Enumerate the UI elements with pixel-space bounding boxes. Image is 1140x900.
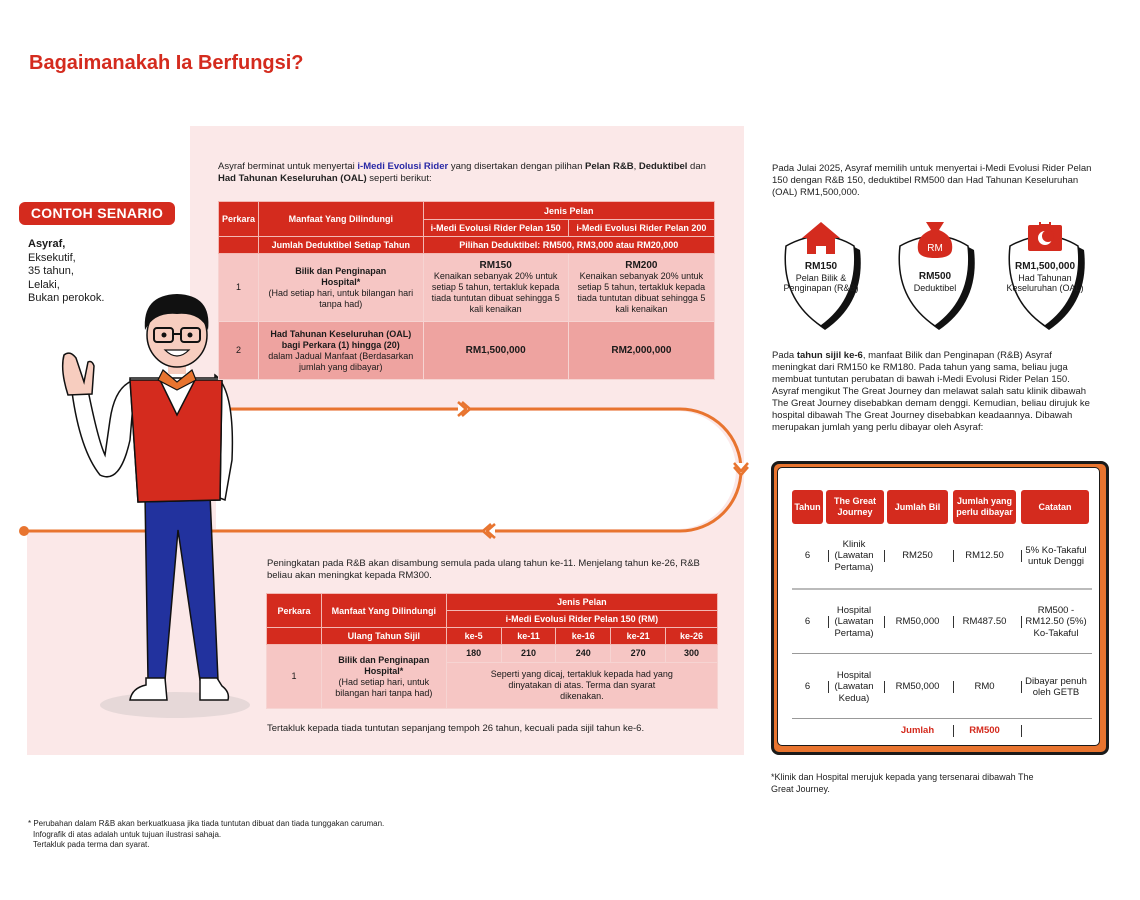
selection-paragraph: Pada Julai 2025, Asyraf memilih untuk menyertai i-Medi Evolusi Rider Pelan 150 dengan R&B 150, deduktibel RM500 dan Had Tahunan Keseluruhan (OAL) RM1,500,000. bbox=[772, 163, 1092, 198]
gj-journey: Hospital (Lawatan Pertama) bbox=[834, 604, 874, 639]
chevron-right-icon bbox=[458, 402, 470, 416]
year-value: 240 bbox=[556, 645, 611, 663]
medical-case-icon bbox=[1028, 222, 1062, 251]
shield-label: Had Tahunan Keseluruhan (OAL) bbox=[1006, 272, 1084, 293]
footnote-line: Tertakluk pada terma dan syarat. bbox=[33, 840, 150, 849]
header-plan-150-rm: i-Medi Evolusi Rider Pelan 150 (RM) bbox=[446, 611, 717, 628]
footnotes bbox=[28, 819, 384, 851]
header-jenis-pelan: Jenis Pelan bbox=[423, 202, 714, 220]
great-journey-card bbox=[771, 461, 1109, 755]
shield-label: Deduktibel bbox=[913, 282, 957, 293]
year-header: ke-26 bbox=[666, 628, 718, 645]
total-label: Jumlah bbox=[900, 725, 935, 737]
scenario-badge: CONTOH SENARIO bbox=[19, 202, 175, 225]
plan150-cell bbox=[423, 322, 568, 380]
money-bag-icon bbox=[918, 222, 952, 258]
table-row bbox=[792, 592, 1092, 652]
year-value: 300 bbox=[666, 645, 718, 663]
gj-payable: RM0 bbox=[974, 681, 995, 693]
plan150-value: RM150 bbox=[479, 260, 512, 271]
gj-payable: RM487.50 bbox=[962, 616, 1007, 628]
intro-text: seperti berikut: bbox=[366, 173, 432, 184]
gj-note: 5% Ko-Takaful untuk Denggi bbox=[1025, 544, 1087, 567]
gj-bill: RM50,000 bbox=[895, 616, 940, 628]
total-value: RM500 bbox=[969, 725, 1000, 737]
year-value: 180 bbox=[446, 645, 501, 663]
year6-text: , manfaat Bilik dan Penginapan (R&B) Asyraf meningkat dari RM150 ke RM180. Pada tahun yang sama, beliau juga membuat tuntutan perubatan di bawah i-Medi Evolusi Rider Pelan 150. Asyraf mengikut The Great Journey dan melawat salah satu klinik dibawah The Great Journey disebabkan demam denggi. Kemudian, beliau dirujuk ke hospital dibawah The Great Journey disebabkan keadaannya. Dibawah merupakan jumlah yang perlu dibayar oleh Asyraf: bbox=[772, 350, 1090, 433]
benefit-title: Bilik dan Penginapan Hospital* bbox=[338, 654, 430, 676]
row-number: 2 bbox=[219, 322, 259, 380]
year-header: ke-11 bbox=[501, 628, 556, 645]
plan150-note: Kenaikan sebanyak 20% untuk setiap 5 tahun, tertakluk kepada tiada tuntutan dibuat sehingga 5 kali kenaikan bbox=[431, 271, 560, 314]
product-name: i-Medi Evolusi Rider bbox=[357, 161, 449, 172]
plan150-value: RM1,500,000 bbox=[465, 345, 526, 356]
intro-text: Asyraf berminat untuk menyertai bbox=[218, 161, 358, 172]
benefit-note: (Had setiap hari, untuk bilangan hari tanpa had) bbox=[335, 676, 433, 698]
year6-bold: tahun sijil ke-6 bbox=[796, 350, 863, 361]
plan200-value: RM200 bbox=[625, 260, 658, 271]
plan-table bbox=[218, 201, 715, 380]
money-bag-label: RM bbox=[927, 243, 943, 254]
plan200-value: RM2,000,000 bbox=[611, 345, 672, 356]
profile-line: Eksekutif, bbox=[28, 251, 76, 264]
plan150-cell bbox=[423, 254, 568, 322]
header-plan-200: i-Medi Evolusi Rider Pelan 200 bbox=[568, 220, 714, 237]
year-value: 210 bbox=[501, 645, 556, 663]
gj-year: 6 bbox=[804, 550, 811, 562]
plan200-note: Kenaikan sebanyak 20% untuk setiap 5 tahun, tertakluk kepada tiada tuntutan dibuat sehingga 5 kali kenaikan bbox=[577, 271, 706, 314]
gj-journey: Klinik (Lawatan Pertama) bbox=[834, 538, 874, 573]
benefit-title: Bilik dan Penginapan Hospital* bbox=[295, 265, 387, 287]
header-manfaat: Manfaat Yang Dilindungi bbox=[259, 202, 424, 237]
table-row bbox=[792, 657, 1092, 717]
benefit-title: Had Tahunan Keseluruhan (OAL) bagi Perkara (1) hingga (20) bbox=[270, 328, 412, 350]
year-header: ke-21 bbox=[611, 628, 666, 645]
shield-label: Pelan Bilik & Penginapan (R&B) bbox=[783, 272, 859, 293]
table-row bbox=[267, 645, 718, 663]
year6-text: Pada bbox=[772, 350, 797, 361]
header-perkara: Perkara bbox=[267, 594, 322, 628]
chevron-left-icon bbox=[483, 524, 495, 538]
profile-line: Lelaki, bbox=[28, 278, 60, 291]
profile-line: Bukan perokok. bbox=[28, 292, 105, 304]
intro-bold: Had Tahunan Keseluruhan (OAL) bbox=[218, 173, 367, 184]
year-header: ke-5 bbox=[446, 628, 501, 645]
gj-header-bil: Jumlah Bil bbox=[887, 490, 948, 524]
gj-note: Dibayar penuh oleh GETB bbox=[1025, 675, 1087, 698]
header-manfaat: Manfaat Yang Dilindungi bbox=[321, 594, 446, 628]
deductible-label: Jumlah Deduktibel Setiap Tahun bbox=[259, 237, 424, 254]
plan200-cell bbox=[568, 322, 714, 380]
chevron-down-icon bbox=[734, 463, 748, 475]
gj-header-tahun: Tahun bbox=[792, 490, 823, 524]
gj-year: 6 bbox=[804, 616, 811, 628]
table-row bbox=[792, 526, 1092, 586]
profile-line: 35 tahun, bbox=[28, 265, 74, 277]
table-row bbox=[219, 254, 715, 322]
table-row bbox=[219, 322, 715, 380]
intro-bold: Pelan R&B bbox=[585, 161, 634, 172]
anniversary-label: Ulang Tahun Sijil bbox=[321, 628, 446, 645]
gj-header-catatan: Catatan bbox=[1021, 490, 1089, 524]
renewal-table bbox=[266, 593, 718, 709]
footnote-line: * Perubahan dalam R&B akan berkuatkuasa jika tiada tuntutan dibuat dan tiada tunggakan caruman. bbox=[28, 819, 385, 828]
gj-header-journey: The Great Journey bbox=[826, 490, 884, 524]
no-claim-note: Tertakluk kepada tiada tuntutan sepanjang tempoh 26 tahun, kecuali pada sijil tahun ke-6. bbox=[267, 723, 645, 734]
gj-header-dibayar: Jumlah yang perlu dibayar bbox=[953, 490, 1016, 524]
plan200-cell bbox=[568, 254, 714, 322]
shield-rb-text bbox=[782, 262, 860, 294]
gj-note: RM500 - RM12.50 (5%) Ko-Takaful bbox=[1025, 604, 1087, 639]
page-title: Bagaimanakah Ia Berfungsi? bbox=[29, 52, 304, 74]
shield-value: RM1,500,000 bbox=[1014, 261, 1076, 272]
deductible-options: Pilihan Deduktibel: RM500, RM3,000 atau RM20,000 bbox=[423, 237, 714, 254]
intro-text: yang disertakan dengan pilihan bbox=[448, 161, 585, 172]
gj-bill: RM50,000 bbox=[895, 681, 940, 693]
header-plan-150: i-Medi Evolusi Rider Pelan 150 bbox=[423, 220, 568, 237]
shield-oal-text bbox=[1006, 262, 1084, 294]
renewal-note: Seperti yang dicaj, tertakluk kepada had yang dinyatakan di atas. Terma dan syarat dikenakan. bbox=[446, 663, 717, 709]
benefit-note: (Had setiap hari, untuk bilangan hari tanpa had) bbox=[268, 287, 414, 309]
total-row bbox=[792, 720, 1092, 742]
shield-deductible-text bbox=[896, 272, 974, 293]
year6-paragraph bbox=[772, 350, 1092, 434]
gj-journey: Hospital (Lawatan Kedua) bbox=[834, 669, 874, 704]
customer-name: Asyraf, bbox=[28, 238, 66, 250]
gj-payable: RM12.50 bbox=[965, 550, 1004, 562]
intro-bold: Deduktibel bbox=[638, 161, 688, 172]
benefit-note: dalam Jadual Manfaat (Berdasarkan jumlah yang dibayar) bbox=[268, 350, 414, 372]
gj-bill: RM250 bbox=[902, 550, 933, 562]
shield-value: RM500 bbox=[918, 271, 952, 282]
row-number: 1 bbox=[219, 254, 259, 322]
header-perkara: Perkara bbox=[219, 202, 259, 237]
benefit-cell bbox=[259, 322, 424, 380]
shield-value: RM150 bbox=[804, 261, 838, 272]
intro-text: , bbox=[633, 161, 639, 172]
intro-text: dan bbox=[687, 161, 706, 172]
benefit-cell bbox=[321, 645, 446, 709]
renewal-paragraph: Peningkatan pada R&B akan disambung semula pada ulang tahun ke-11. Menjelang tahun ke-26, R&B beliau akan meningkat kepada RM300. bbox=[267, 558, 700, 581]
row-number: 1 bbox=[267, 645, 322, 709]
great-journey-note: *Klinik dan Hospital merujuk kepada yang tersenarai dibawah The Great Journey. bbox=[771, 772, 1034, 794]
year-value: 270 bbox=[611, 645, 666, 663]
great-journey-table bbox=[777, 467, 1100, 746]
benefit-cell bbox=[259, 254, 424, 322]
header-jenis-pelan: Jenis Pelan bbox=[446, 594, 717, 611]
year-header: ke-16 bbox=[556, 628, 611, 645]
footnote-line: Infografik di atas adalah untuk tujuan ilustrasi sahaja. bbox=[33, 829, 222, 839]
intro-paragraph bbox=[218, 161, 718, 185]
gj-year: 6 bbox=[804, 681, 811, 693]
